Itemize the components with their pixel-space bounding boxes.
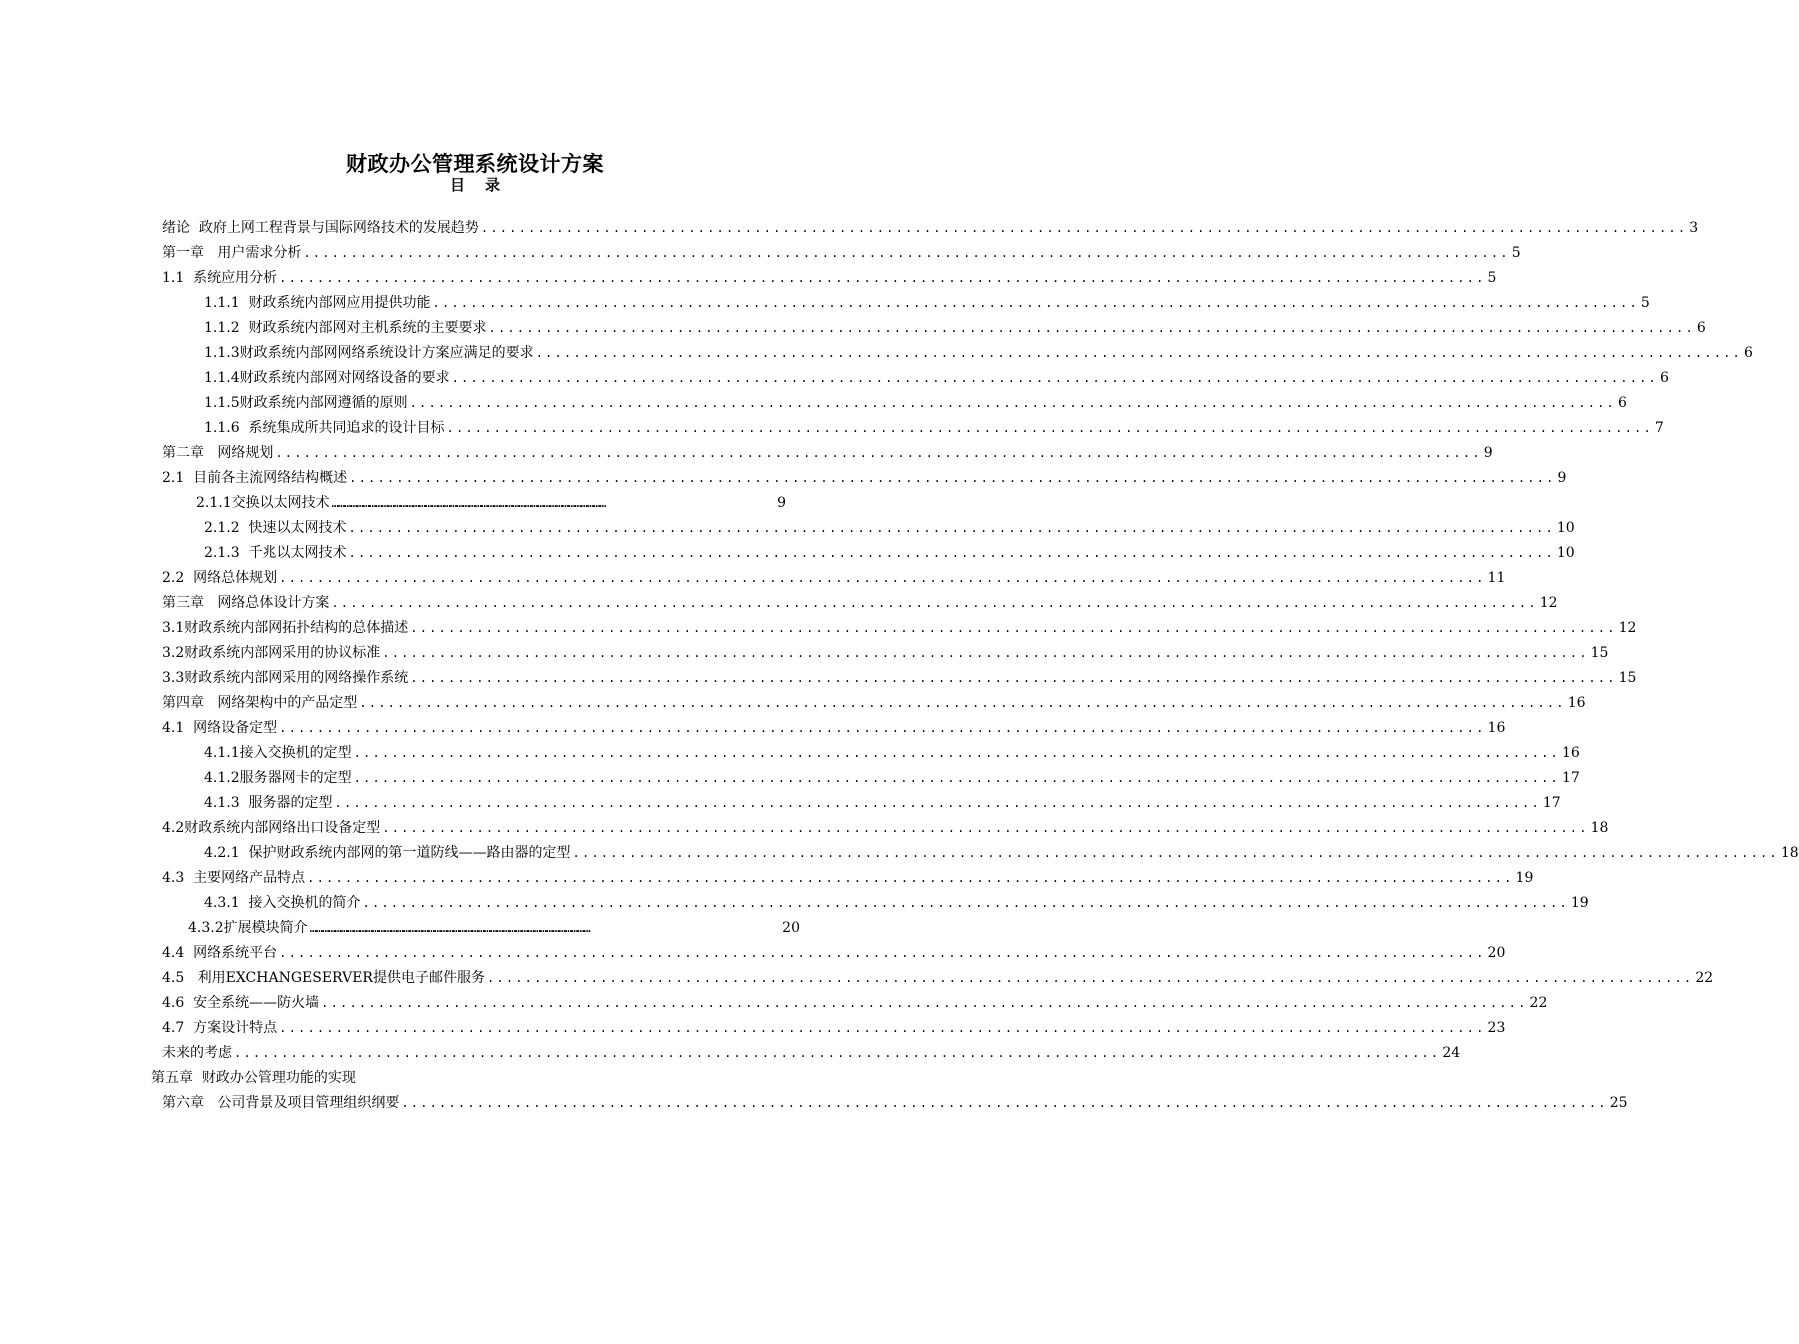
dot-leader: ................................................................................................................................ — [382, 821, 1589, 835]
toc-entry-page: 25 — [1609, 1095, 1628, 1111]
toc-entry-page: 9 — [1483, 445, 1493, 461]
dot-leader: ................................................................................................................................ — [362, 896, 1569, 910]
toc-entry-page: 18 — [1780, 845, 1799, 861]
toc-entry-page: 9 — [777, 495, 786, 511]
toc-entry-page: 19 — [1570, 895, 1589, 911]
toc-entry-label: 4.3.2扩展模块简介 — [188, 920, 308, 936]
toc-entry-page: 5 — [1640, 295, 1650, 311]
toc-entry-page: 11 — [1487, 570, 1506, 586]
dot-leader: …………………………………………………………………………………………………………………… — [331, 496, 606, 510]
toc-entry-label: 4.3.1 接入交换机的简介 — [204, 895, 361, 911]
toc-entry[interactable] — [204, 516, 1575, 540]
toc-entry-page: 9 — [1557, 470, 1567, 486]
dot-leader: ................................................................................................................................ — [409, 396, 1616, 410]
toc-entry[interactable] — [204, 891, 1589, 915]
toc-entry[interactable] — [204, 541, 1575, 565]
dot-leader: ................................................................................................................................ — [234, 1046, 1441, 1060]
toc-entry-label: 3.1财政系统内部网拓扑结构的总体描述 — [162, 620, 409, 636]
toc-entry-label: 1.1.2 财政系统内部网对主机系统的主要要求 — [204, 320, 487, 336]
dot-leader: ................................................................................................................................ — [334, 796, 1541, 810]
dot-leader: ................................................................................................................................ — [486, 971, 1694, 985]
toc-entry-page: 17 — [1542, 795, 1561, 811]
toc-entry[interactable] — [162, 666, 1637, 690]
dot-leader: ................................................................................................................................ — [321, 996, 1528, 1010]
toc-entry-page: 6 — [1743, 345, 1753, 361]
toc-entry-label: 4.5 利用EXCHANGESERVER提供电子邮件服务 — [162, 970, 485, 986]
toc-entry-label: 4.1.2服务器网卡的定型 — [204, 770, 352, 786]
toc-entry-label: 第六章 公司背景及项目管理组织纲要 — [162, 1095, 400, 1111]
toc-entry-label: 1.1.5财政系统内部网遵循的原则 — [204, 395, 408, 411]
dot-leader: ................................................................................................................................ — [410, 621, 1617, 635]
toc-entry-label: 4.1.1接入交换机的定型 — [204, 745, 352, 761]
dot-leader: ................................................................................................................................ — [307, 871, 1514, 885]
toc-entry-page: 7 — [1654, 420, 1664, 436]
toc-entry[interactable] — [162, 266, 1497, 290]
toc-entry[interactable] — [162, 716, 1506, 740]
toc-entry-label: 2.2 网络总体规划 — [162, 570, 278, 586]
toc-entry-page: 16 — [1567, 695, 1586, 711]
dot-leader: ................................................................................................................................ — [480, 221, 1688, 235]
toc-entry-page: 15 — [1618, 670, 1637, 686]
toc-entry-label: 4.2财政系统内部网络出口设备定型 — [162, 820, 381, 836]
toc-entry[interactable] — [188, 916, 800, 940]
toc-entry[interactable] — [204, 416, 1664, 440]
toc-entry-page: 22 — [1529, 995, 1548, 1011]
toc-entry-label: 4.7 方案设计特点 — [162, 1020, 278, 1036]
toc-entry[interactable] — [204, 741, 1580, 765]
toc-entry[interactable] — [204, 316, 1706, 340]
toc-entry[interactable] — [196, 491, 786, 515]
toc-entry[interactable] — [162, 566, 1506, 590]
dot-leader: ................................................................................................................................ — [303, 246, 1510, 260]
toc-entry-label: 1.1.3财政系统内部网网络系统设计方案应满足的要求 — [204, 345, 534, 361]
dot-leader: ................................................................................................................................ — [410, 671, 1617, 685]
dot-leader: ................................................................................................................................ — [349, 471, 1556, 485]
toc-entry[interactable] — [162, 466, 1567, 490]
toc-entry-label: 1.1 系统应用分析 — [162, 270, 278, 286]
toc-entry-page: 12 — [1539, 595, 1558, 611]
toc-entry-label: 第三章 网络总体设计方案 — [162, 595, 330, 611]
toc-entry-page: 20 — [782, 920, 800, 936]
toc-entry-label: 第五章 财政办公管理功能的实现 — [151, 1070, 356, 1086]
toc-entry-page: 3 — [1689, 220, 1699, 236]
toc-entry-page: 5 — [1487, 270, 1497, 286]
dot-leader: ................................................................................................................................ — [279, 946, 1486, 960]
toc-entry-label: 4.3 主要网络产品特点 — [162, 870, 306, 886]
toc-entry-page: 23 — [1487, 1020, 1506, 1036]
dot-leader: ................................................................................................................................ — [279, 571, 1486, 585]
toc-entry-label: 4.6 安全系统——防火墙 — [162, 995, 320, 1011]
dot-leader: ................................................................................................................................ — [451, 371, 1658, 385]
toc-entry-label: 第四章 网络架构中的产品定型 — [162, 695, 358, 711]
toc-entry-label: 3.2财政系统内部网采用的协议标准 — [162, 645, 381, 661]
toc-entry-page: 20 — [1487, 945, 1506, 961]
dot-leader: ................................................................................................................................ — [279, 721, 1486, 735]
toc-entry[interactable] — [162, 966, 1714, 990]
toc-entry[interactable] — [204, 841, 1799, 865]
dot-leader: ................................................................................................................................ — [279, 1021, 1486, 1035]
dot-leader: ................................................................................................................................ — [446, 421, 1653, 435]
dot-leader: ................................................................................................................................ — [331, 596, 1538, 610]
toc-entry[interactable] — [162, 1091, 1628, 1115]
toc-entry[interactable] — [162, 1016, 1506, 1040]
toc-entry-page: 12 — [1618, 620, 1637, 636]
dot-leader: ................................................................................................................................ — [488, 321, 1695, 335]
toc-entry-page: 24 — [1442, 1045, 1461, 1061]
toc-entry[interactable] — [162, 816, 1609, 840]
toc-entry-label: 1.1.1 财政系统内部网应用提供功能 — [204, 295, 431, 311]
dot-leader: ……………………………………………………………………………………………………………………… — [309, 921, 590, 935]
dot-leader: ................................................................................................................................ — [348, 521, 1555, 535]
dot-leader: ................................................................................................................................ — [572, 846, 1779, 860]
toc-entry[interactable] — [162, 591, 1558, 615]
toc-entry-label: 2.1 目前各主流网络结构概述 — [162, 470, 348, 486]
toc-entry-label: 3.3财政系统内部网采用的网络操作系统 — [162, 670, 409, 686]
toc-entry-label: 1.1.4财政系统内部网对网络设备的要求 — [204, 370, 450, 386]
dot-leader: ................................................................................................................................ — [353, 771, 1560, 785]
toc-entry-page: 16 — [1561, 745, 1580, 761]
toc-entry[interactable] — [151, 1066, 651, 1090]
toc-entry-page: 5 — [1511, 245, 1521, 261]
toc-entry-label: 1.1.6 系统集成所共同追求的设计目标 — [204, 420, 445, 436]
toc-entry-label: 2.1.2 快速以太网技术 — [204, 520, 347, 536]
toc-entry-page: 6 — [1696, 320, 1706, 336]
toc-entry-label: 2.1.1交换以太网技术 — [196, 495, 330, 511]
toc-entry[interactable] — [162, 866, 1534, 890]
toc-entry-label: 2.1.3 千兆以太网技术 — [204, 545, 347, 561]
toc-entry-page: 6 — [1617, 395, 1627, 411]
toc-entry-page: 19 — [1515, 870, 1534, 886]
toc-entry[interactable] — [162, 616, 1637, 640]
toc-heading: 目录 — [449, 176, 520, 194]
toc-entry-page: 22 — [1695, 970, 1714, 986]
toc-entry[interactable] — [204, 366, 1669, 390]
toc-entry-label: 绪论 政府上网工程背景与国际网络技术的发展趋势 — [162, 220, 479, 236]
dot-leader: ................................................................................................................................ — [535, 346, 1742, 360]
toc-entry[interactable] — [162, 641, 1609, 665]
toc-entry[interactable] — [162, 216, 1699, 240]
toc-entry-label: 第一章 用户需求分析 — [162, 245, 302, 261]
toc-entry[interactable] — [162, 941, 1506, 965]
toc-entry[interactable] — [204, 341, 1753, 365]
toc-entry[interactable] — [162, 241, 1521, 265]
dot-leader: ................................................................................................................................ — [382, 646, 1589, 660]
toc-entry[interactable] — [204, 291, 1650, 315]
toc-entry[interactable] — [162, 441, 1493, 465]
toc-entry-label: 4.4 网络系统平台 — [162, 945, 278, 961]
dot-leader: ................................................................................................................................ — [348, 546, 1555, 560]
toc-entry-label: 4.2.1 保护财政系统内部网的第一道防线——路由器的定型 — [204, 845, 571, 861]
toc-entry[interactable] — [162, 1041, 1461, 1065]
toc-entry-page: 6 — [1659, 370, 1669, 386]
toc-entry-page: 16 — [1487, 720, 1506, 736]
toc-entry-page: 15 — [1590, 645, 1609, 661]
toc-entry-page: 18 — [1590, 820, 1609, 836]
dot-leader: ................................................................................................................................ — [359, 696, 1566, 710]
toc-entry[interactable] — [204, 766, 1580, 790]
document-title: 财政办公管理系统设计方案 — [346, 152, 604, 176]
toc-entry-page: 10 — [1556, 545, 1575, 561]
dot-leader: ................................................................................................................................ — [275, 446, 1482, 460]
toc-entry-page: 17 — [1561, 770, 1580, 786]
dot-leader: ................................................................................................................................ — [353, 746, 1560, 760]
toc-entry-label: 未来的考虑 — [162, 1045, 232, 1061]
toc-entry-label: 4.1.3 服务器的定型 — [204, 795, 333, 811]
toc-entry[interactable] — [162, 991, 1548, 1015]
toc-entry-label: 4.1 网络设备定型 — [162, 720, 278, 736]
dot-leader: ................................................................................................................................ — [279, 271, 1486, 285]
dot-leader: ................................................................................................................................ — [432, 296, 1639, 310]
toc-entry-label: 第二章 网络规划 — [162, 445, 274, 461]
toc-entry[interactable] — [162, 691, 1586, 715]
dot-leader: ................................................................................................................................ — [401, 1096, 1608, 1110]
toc-entry-page: 10 — [1556, 520, 1575, 536]
toc-entry[interactable] — [204, 791, 1561, 815]
toc-entry[interactable] — [204, 391, 1627, 415]
